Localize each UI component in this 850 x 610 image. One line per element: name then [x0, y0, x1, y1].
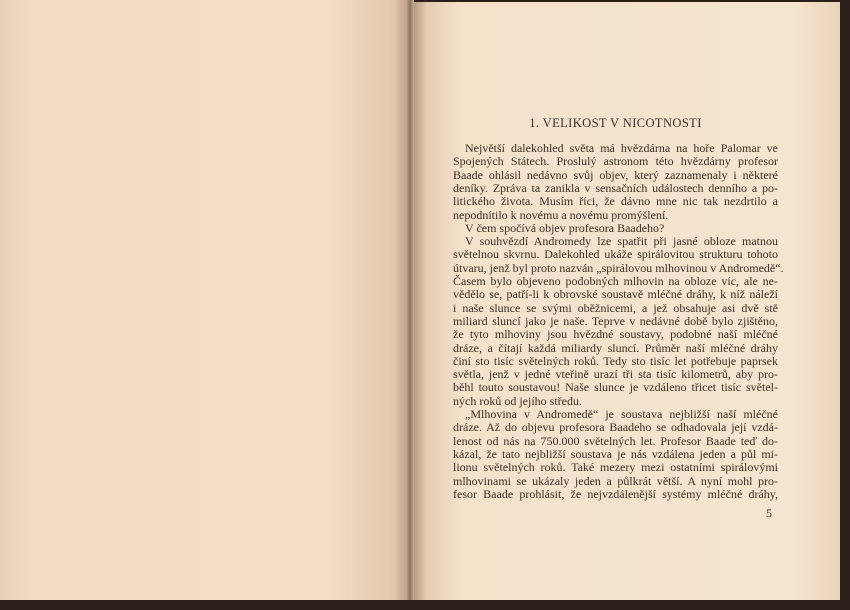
text-line: lenost od nás na 750.000 světelných let. Profesor Baade teď do- — [453, 433, 778, 448]
text-line: dráze, a čítají každá miliardy sluncí. Průměr naší mléčné dráhy — [453, 340, 778, 355]
page-number: 5 — [766, 506, 772, 520]
text-line: V souhvězdí Andromedy lze spatřit při jasné obloze matnou — [465, 234, 778, 249]
text-line: deníky. Zpráva ta zanikla v sensačních událostech denního a po- — [453, 180, 778, 195]
text-line: miliard sluncí jako je naše. Teprve v nedávné době bylo zjištěno, — [453, 313, 778, 328]
text-line: dráze. Až do objevu profesora Baadeho se odhadovala její vzdá- — [453, 420, 778, 435]
text-line: V čem spočívá objev profesora Baadeho? — [465, 220, 665, 235]
text-line: kázal, že tato nejbližší soustava je nás vzdálena jeden a půl mi- — [453, 446, 778, 461]
text-line: mlhovinami se ukázaly jeden a půlkrát větší. A nyní mohl pro- — [453, 473, 778, 488]
chapter-title: 1. VELIKOST V NICOTNOSTI — [529, 116, 702, 130]
text-line: světla, jenž v jedné vteřině urazí tři sta tisíc kilometrů, aby pro- — [453, 367, 778, 382]
text-line: Spojených Státech. Proslulý astronom této hvězdárny profesor — [453, 154, 778, 169]
book-spine — [406, 0, 414, 600]
text-line: běhl touto soustavou! Naše slunce je vzdáleno třicet tisíc světel- — [453, 380, 778, 395]
text-line: Největší dalekohled světa má hvězdárna na hoře Palomar ve — [465, 141, 778, 155]
text-line: Baade ohlásil nedávno svůj objev, který zaznamenaly i některé — [453, 167, 778, 182]
text-line: „Mlhovina v Andromedě“ je soustava nejbližší naší mléčné — [465, 407, 778, 421]
text-line: fesor Baade prohlásit, že nejvzdálenější systémy mléčné dráhy, — [453, 486, 778, 501]
text-line: litického života. Musím říci, že dávno mne nic tak nezdrtilo a — [453, 194, 778, 209]
text-line: ných roků od jejího středu. — [453, 393, 582, 408]
text-line: že tyto mlhoviny jsou hvězdné soustavy, podobné naší mléčné — [453, 327, 778, 342]
text-line: Časem bylo objeveno podobných mlhovin na obloze víc, ale ne- — [453, 274, 778, 288]
left-page-blank — [0, 0, 410, 600]
text-line: lionu světelných roků. Také mezery mezi ostatními spirálovými — [453, 460, 778, 475]
text-line: světelnou skvrnu. Dalekohled ukáže spirálovitou strukturu tohoto — [453, 247, 778, 262]
text-line: útvaru, jenž byl proto nazván „spirálovou mlhovinou v Andromedě“. — [453, 260, 784, 275]
text-line: vědělo se, patří-li k obrovské soustavě mléčné dráhy, k níž náleží — [453, 287, 778, 302]
text-line: činí sto tisíc světelných roků. Tedy sto tisíc let potřebuje paprsek — [453, 353, 778, 368]
text-line: nepodnítilo k novému a novému promýšlení. — [453, 207, 669, 222]
text-line: i naše slunce se svými oběžnicemi, a jež obsahuje asi dvě stě — [453, 300, 778, 315]
